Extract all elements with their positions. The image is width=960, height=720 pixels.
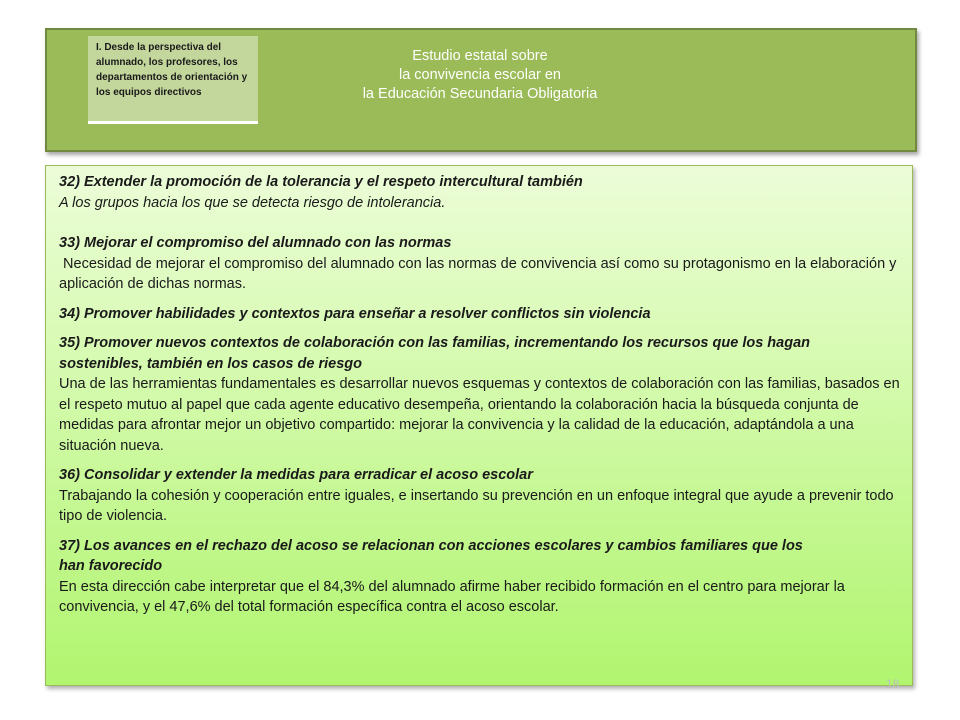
- item-heading: 32) Extender la promoción de la tolerancia y el respeto intercultural también: [59, 174, 583, 190]
- item-heading: 36) Consolidar y extender la medidas para erradicar el acoso escolar: [59, 467, 533, 483]
- list-item: [59, 333, 900, 456]
- content-box: [45, 165, 913, 686]
- page-number: 18: [886, 677, 900, 691]
- list-item: [59, 304, 900, 325]
- item-heading: 34) Promover habilidades y contextos para enseñar a resolver conflictos sin violencia: [59, 305, 651, 322]
- title-line-1: Estudio estatal sobre: [412, 48, 548, 64]
- slide-title: [300, 47, 660, 104]
- item-body: Necesidad de mejorar el compromiso del alumnado con las normas de convivencia así como su protagonismo en la elaboración y aplicación de dichas normas.: [59, 255, 901, 292]
- list-item: [59, 536, 900, 618]
- item-body: A los grupos hacia los que se detecta riesgo de intolerancia.: [59, 194, 446, 211]
- title-line-2: la convivencia escolar en: [398, 67, 561, 83]
- spacer: [59, 213, 900, 233]
- item-heading: 37) Los avances en el rechazo del acoso se relacionan con acciones escolares y cambios familiares que los han favorecido: [59, 537, 803, 574]
- item-heading: 33) Mejorar el compromiso del alumnado con las normas: [59, 235, 452, 251]
- item-heading: 35) Promover nuevos contextos de colaboración con las familias, incrementando los recursos que los hagan sostenibles, también en los casos de riesgo: [59, 335, 810, 372]
- item-body: Una de las herramientas fundamentales es desarrollar nuevos esquemas y contextos de colaboración con las familias, basados en el respeto mutuo al papel que cada agente educativo desempeña, orientando la colaboración hacia la búsqueda conjunta de medidas para afrontar mejor un objetivo compartido: mejorar la convivencia y la calidad de la educación, adaptándola a una situación nueva.: [59, 376, 900, 454]
- list-item: [59, 233, 900, 295]
- section-label-box: [88, 36, 258, 124]
- section-label: I. Desde la perspectiva del alumnado, los profesores, los departamentos de orientación y los equipos directivos: [96, 42, 248, 98]
- item-body: En esta dirección cabe interpretar que el 84,3% del alumnado afirme haber recibido formación en el centro para mejorar la convivencia, y el 47,6% del total formación específica contra el acoso escolar.: [59, 578, 845, 615]
- list-item: [59, 172, 900, 213]
- item-body: Trabajando la cohesión y cooperación entre iguales, e insertando su prevención en un enfoque integral que ayude a prevenir todo tipo de violencia.: [59, 487, 894, 524]
- title-line-3: la Educación Secundaria Obligatoria: [362, 86, 598, 102]
- list-item: [59, 465, 900, 527]
